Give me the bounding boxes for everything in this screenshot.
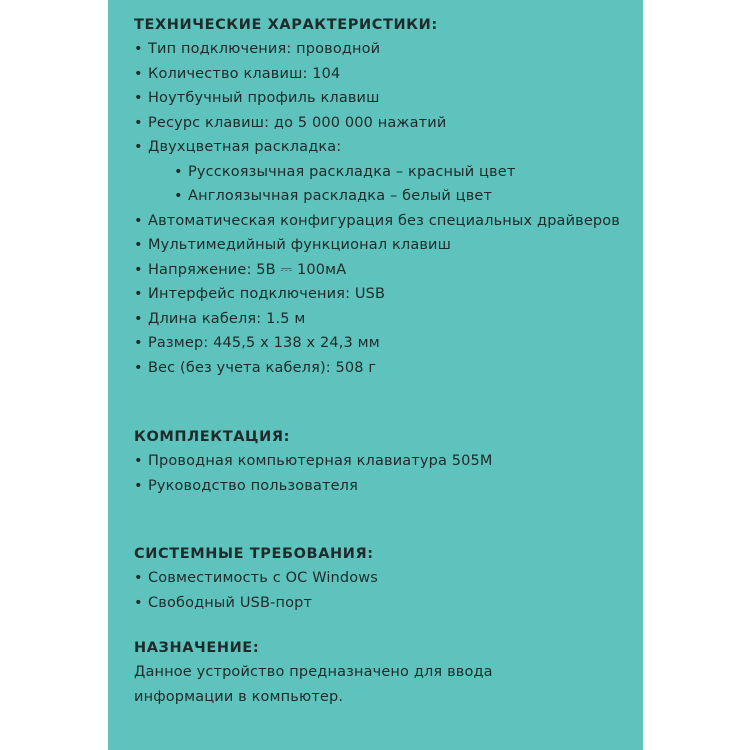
specs-list: [134, 37, 639, 380]
section-spacer: [134, 498, 639, 542]
spec-sub-item: • Русскоязычная раскладка – красный цвет: [134, 160, 639, 185]
spec-sub-item: • Англоязычная раскладка – белый цвет: [134, 184, 639, 209]
product-info-panel: [108, 0, 643, 750]
spec-item: • Напряжение: 5В ⎓ 100мА: [134, 258, 639, 283]
spec-item: • Ресурс клавиш: до 5 000 000 нажатий: [134, 111, 639, 136]
purpose-text: Данное устройство предназначено для ввода информации в компьютер.: [134, 664, 493, 705]
product-info-content: [134, 13, 639, 710]
purpose-heading: НАЗНАЧЕНИЕ:: [134, 640, 260, 656]
package-heading: КОМПЛЕКТАЦИЯ:: [134, 429, 291, 445]
spec-item: • Мультимедийный функционал клавиш: [134, 233, 639, 258]
spec-item: • Ноутбучный профиль клавиш: [134, 86, 639, 111]
package-item: • Руководство пользователя: [134, 474, 639, 499]
spec-item: • Автоматическая конфигурация без специальных драйверов: [134, 209, 639, 234]
requirement-item: • Совместимость с ОС Windows: [134, 566, 639, 591]
spec-item: • Размер: 445,5 х 138 х 24,3 мм: [134, 331, 639, 356]
spec-item: • Вес (без учета кабеля): 508 г: [134, 356, 639, 381]
spec-item: • Двухцветная раскладка:: [134, 135, 639, 160]
package-item: • Проводная компьютерная клавиатура 505М: [134, 449, 639, 474]
spec-item: • Интерфейс подключения: USB: [134, 282, 639, 307]
section-spacer: [134, 380, 639, 425]
spec-item: • Длина кабеля: 1.5 м: [134, 307, 639, 332]
requirement-item: • Свободный USB-порт: [134, 591, 639, 616]
spec-item: • Количество клавиш: 104: [134, 62, 639, 87]
specs-heading: ТЕХНИЧЕСКИЕ ХАРАКТЕРИСТИКИ:: [134, 17, 438, 33]
requirements-list: [134, 566, 639, 615]
package-list: [134, 449, 639, 498]
spec-item: • Тип подключения: проводной: [134, 37, 639, 62]
requirements-heading: СИСТЕМНЫЕ ТРЕБОВАНИЯ:: [134, 546, 374, 562]
section-spacer: [134, 615, 639, 636]
